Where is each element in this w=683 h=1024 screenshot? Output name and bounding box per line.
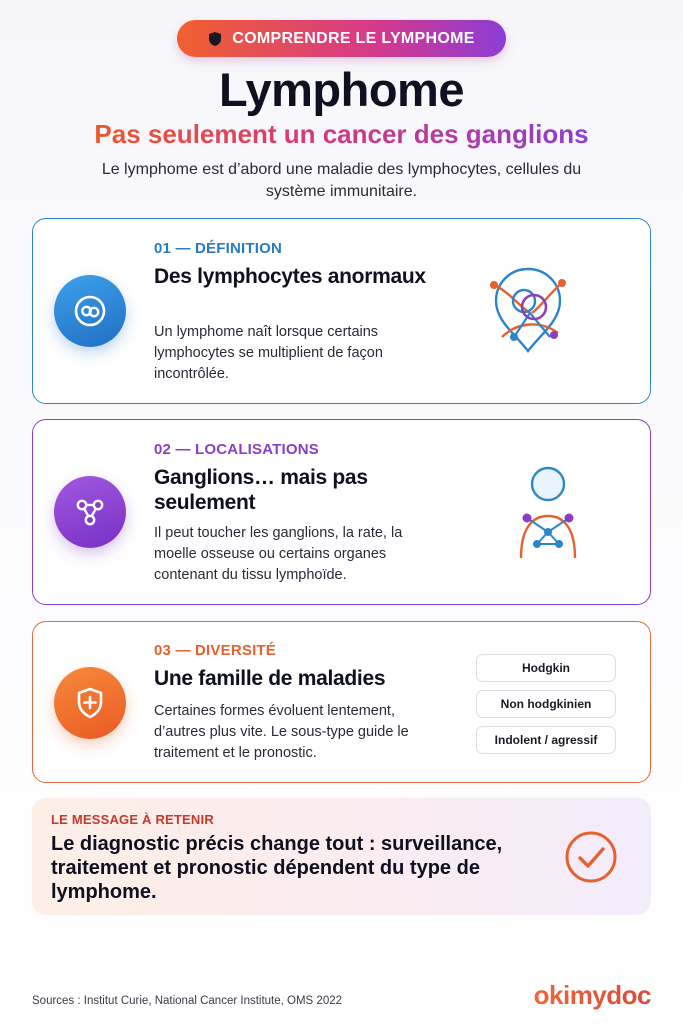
- definition-badge: [54, 275, 126, 347]
- body-lymph-nodes-icon: [515, 464, 581, 560]
- definition-body: Un lymphome naît lorsque certains lymphocytes se multiplient de façon incontrôlée.: [154, 324, 383, 382]
- key-message-kicker: LE MESSAGE À RETENIR: [51, 812, 214, 827]
- intro-text: Le lymphome est d’abord une maladie des lymphocytes, cellules du système immunitaire.: [101, 161, 582, 200]
- chip-hodgkin: Hodgkin: [476, 654, 616, 682]
- diversite-kicker: 03 — DIVERSITÉ: [154, 642, 277, 659]
- card-definition: [32, 218, 651, 404]
- subtype-chips: [476, 654, 616, 762]
- diversite-badge: [54, 667, 126, 739]
- localisations-heading: Ganglions… mais pas seulement: [154, 466, 368, 514]
- diversite-heading: Une famille de maladies: [154, 667, 386, 690]
- localisations-body: Il peut toucher les ganglions, la rate, la moelle osseuse ou certains organes contenant du tissu lymphoïde.: [154, 525, 403, 583]
- localisations-badge: [54, 476, 126, 548]
- chip-indolent-agressif: Indolent / agressif: [476, 726, 616, 754]
- key-message-text: Le diagnostic précis change tout : surveillance, traitement et pronostic dépendent du type de lymphome.: [51, 833, 503, 903]
- lymphocyte-network-icon: [488, 265, 568, 357]
- check-circle-icon: [564, 830, 618, 884]
- topic-pill-label: COMPRENDRE LE LYMPHOME: [232, 29, 475, 47]
- shield-plus-icon: [73, 686, 107, 720]
- diversite-body: Certaines formes évoluent lentement, d’autres plus vite. Le sous-type guide le traitement et le pronostic.: [154, 703, 409, 761]
- page-subtitle: Pas seulement un cancer des ganglions: [94, 119, 589, 149]
- topic-pill: [177, 20, 506, 57]
- cells-icon: [73, 294, 107, 328]
- sources-text: Sources : Institut Curie, National Cancer Institute, OMS 2022: [32, 995, 343, 1007]
- definition-heading: Des lymphocytes anormaux: [154, 265, 426, 288]
- page-title: Lymphome: [219, 63, 464, 116]
- localisations-kicker: 02 — LOCALISATIONS: [154, 441, 320, 458]
- network-nodes-icon: [73, 495, 107, 529]
- key-message: [32, 798, 651, 915]
- shield-icon: [208, 31, 222, 47]
- card-diversite: [32, 621, 651, 783]
- definition-kicker: 01 — DÉFINITION: [154, 240, 283, 257]
- chip-non-hodgkinien: Non hodgkinien: [476, 690, 616, 718]
- brand-logo: okimydoc: [533, 980, 651, 1010]
- card-localisations: [32, 419, 651, 605]
